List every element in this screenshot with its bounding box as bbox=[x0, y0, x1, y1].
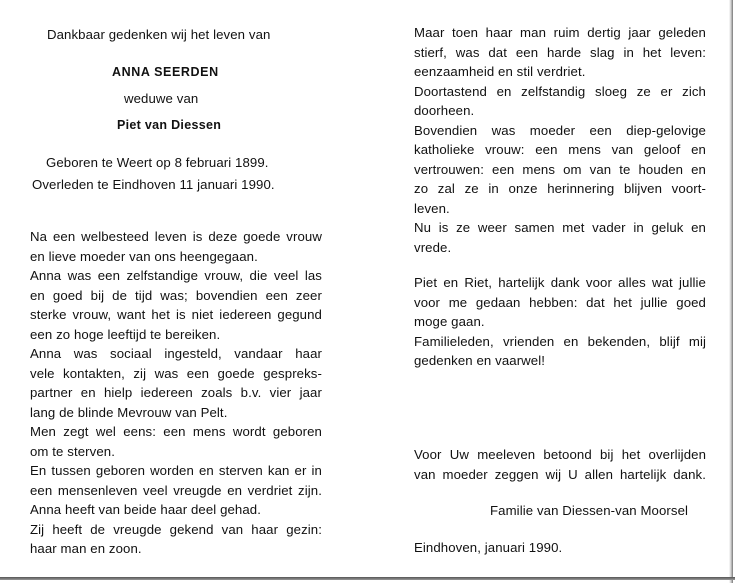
card-bottom-edge bbox=[0, 577, 735, 580]
body-line: partner en hielp iedereen zoals b.v. vier jaar bbox=[30, 385, 322, 400]
body-line: eenzaamheid en stil verdriet. bbox=[414, 64, 586, 79]
body-line: katholieke vrouw: een mens van geloof en bbox=[414, 142, 706, 157]
body-line: een zo hoge leeftijd te bereiken. bbox=[30, 326, 221, 342]
body-line: En tussen geboren worden en sterven kan er in bbox=[30, 463, 322, 478]
body-line: Zij heeft de vreugde gekend van haar gezin: bbox=[30, 521, 322, 537]
body-line: om te sterven. bbox=[30, 443, 115, 459]
body-line: een mensenleven veel vreugde en verdriet zijn. bbox=[30, 482, 322, 498]
body-line: Anna heeft van beide haar deel gehad. bbox=[30, 502, 262, 517]
body-line: Maar toen haar man ruim dertig jaar geleden bbox=[414, 25, 706, 40]
body-line: zo zal ze in onze herinnering blijven voort- bbox=[414, 181, 706, 196]
closing-line: van moeder zeggen wij U allen hartelijk dank. bbox=[414, 466, 706, 482]
thanks-line: voor me gedaan hebben: dat het jullie goed bbox=[414, 294, 706, 310]
body-line: vele kontakten, zij was een goede gespreks- bbox=[30, 365, 322, 381]
deceased-name: ANNA SEERDEN bbox=[112, 65, 219, 79]
widow-of-text: weduwe van bbox=[124, 91, 199, 106]
husband-name: Piet van Diessen bbox=[117, 118, 222, 132]
body-line: en goed bij de tijd was; bovendien een zeer bbox=[30, 287, 322, 303]
card-edge-shadow bbox=[729, 0, 733, 583]
body-line: en lieve moeder van ons heengegaan. bbox=[30, 248, 258, 264]
body-line: haar man en zoon. bbox=[30, 541, 142, 556]
thanks-line: gedenken en vaarwel! bbox=[414, 353, 546, 368]
body-line: doorheen. bbox=[414, 103, 475, 118]
body-line: Anna was een zelfstandige vrouw, die veel las bbox=[30, 268, 322, 283]
place-date: Eindhoven, januari 1990. bbox=[414, 540, 563, 555]
body-line: Anna was sociaal ingesteld, vandaar haar bbox=[30, 346, 322, 361]
body-line: vertrouwen: een mens om van te houden en bbox=[414, 161, 706, 177]
body-line: lang de blinde Mevrouw van Pelt. bbox=[30, 404, 228, 420]
body-line: leven. bbox=[414, 200, 450, 216]
body-line: sterke vrouw, want het is niet iedereen gegund bbox=[30, 307, 322, 322]
death-line: Overleden te Eindhoven 11 januari 1990. bbox=[32, 177, 275, 192]
thanks-line: moge gaan. bbox=[414, 314, 485, 329]
thanks-line: Piet en Riet, hartelijk dank voor alles wat jullie bbox=[414, 275, 706, 290]
family-signature: Familie van Diessen-van Moorsel bbox=[490, 503, 689, 518]
birth-line: Geboren te Weert op 8 februari 1899. bbox=[46, 155, 269, 170]
body-line: Bovendien was moeder een diep-gelovige bbox=[414, 122, 706, 138]
intro-text: Dankbaar gedenken wij het leven van bbox=[47, 27, 271, 42]
body-line: stierf, was dat een harde slag in het leven: bbox=[414, 44, 706, 60]
thanks-line: Familieleden, vrienden en bekenden, blijf mij bbox=[414, 333, 706, 349]
body-line: Nu is ze weer samen met vader in geluk en bbox=[414, 220, 706, 235]
body-line: vrede. bbox=[414, 239, 452, 255]
body-line: Men zegt wel eens: een mens wordt geboren bbox=[30, 424, 322, 439]
closing-line: Voor Uw meeleven betoond bij het overlijden bbox=[414, 447, 706, 462]
body-line: Doortastend en zelfstandig sloeg ze er zich bbox=[414, 83, 706, 99]
body-line: Na een welbesteed leven is deze goede vrouw bbox=[30, 229, 322, 244]
